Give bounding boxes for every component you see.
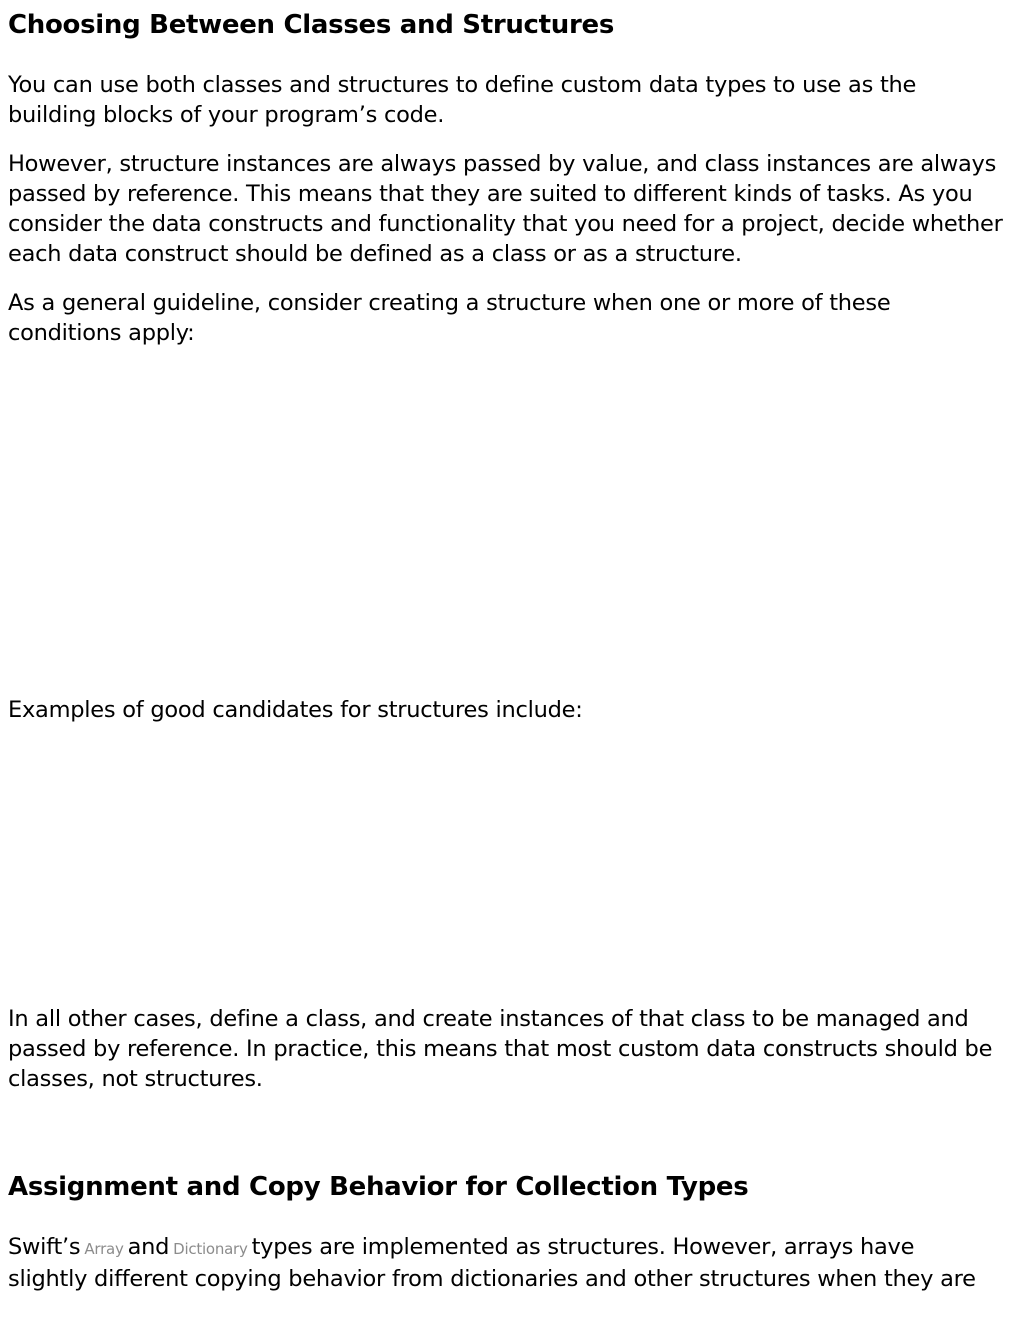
text-run: Swift’s <box>8 1234 81 1260</box>
text-line: conditions apply: <box>8 320 195 346</box>
text-line: You can use both classes and structures to define custom data types to use as the <box>8 72 917 98</box>
code-array: Array <box>84 1240 124 1258</box>
text-line: As a general guideline, consider creating a structure when one or more of these <box>8 290 891 316</box>
text-run: and <box>127 1234 170 1260</box>
text-line: consider the data constructs and functionality that you need for a project, decide whether <box>8 211 1003 237</box>
guideline-paragraph <box>8 288 1018 348</box>
section-heading-collection-types: Assignment and Copy Behavior for Collection Types <box>8 1172 749 1202</box>
text-line <box>8 1232 1018 1264</box>
examples-paragraph <box>8 695 1018 725</box>
text-line: However, structure instances are always passed by value, and class instances are always <box>8 151 997 177</box>
collection-paragraph <box>8 1232 1018 1294</box>
text-line: passed by reference. In practice, this means that most custom data constructs should be <box>8 1036 993 1062</box>
intro-paragraph <box>8 70 1018 130</box>
text-line: passed by reference. This means that they are suited to different kinds of tasks. As you <box>8 181 973 207</box>
passing-paragraph <box>8 149 1018 269</box>
section-heading-classes-structures: Choosing Between Classes and Structures <box>8 10 615 40</box>
text-line: In all other cases, define a class, and create instances of that class to be managed and <box>8 1006 969 1032</box>
text-line: classes, not structures. <box>8 1066 263 1092</box>
code-dictionary: Dictionary <box>173 1240 248 1258</box>
text-line: slightly different copying behavior from dictionaries and other structures when they are <box>8 1266 976 1292</box>
text-line: Examples of good candidates for structures include: <box>8 697 583 723</box>
text-line: building blocks of your program’s code. <box>8 102 445 128</box>
text-line: each data construct should be defined as a class or as a structure. <box>8 241 742 267</box>
text-run: types are implemented as structures. However, arrays have <box>251 1234 915 1260</box>
other-cases-paragraph <box>8 1004 1018 1094</box>
